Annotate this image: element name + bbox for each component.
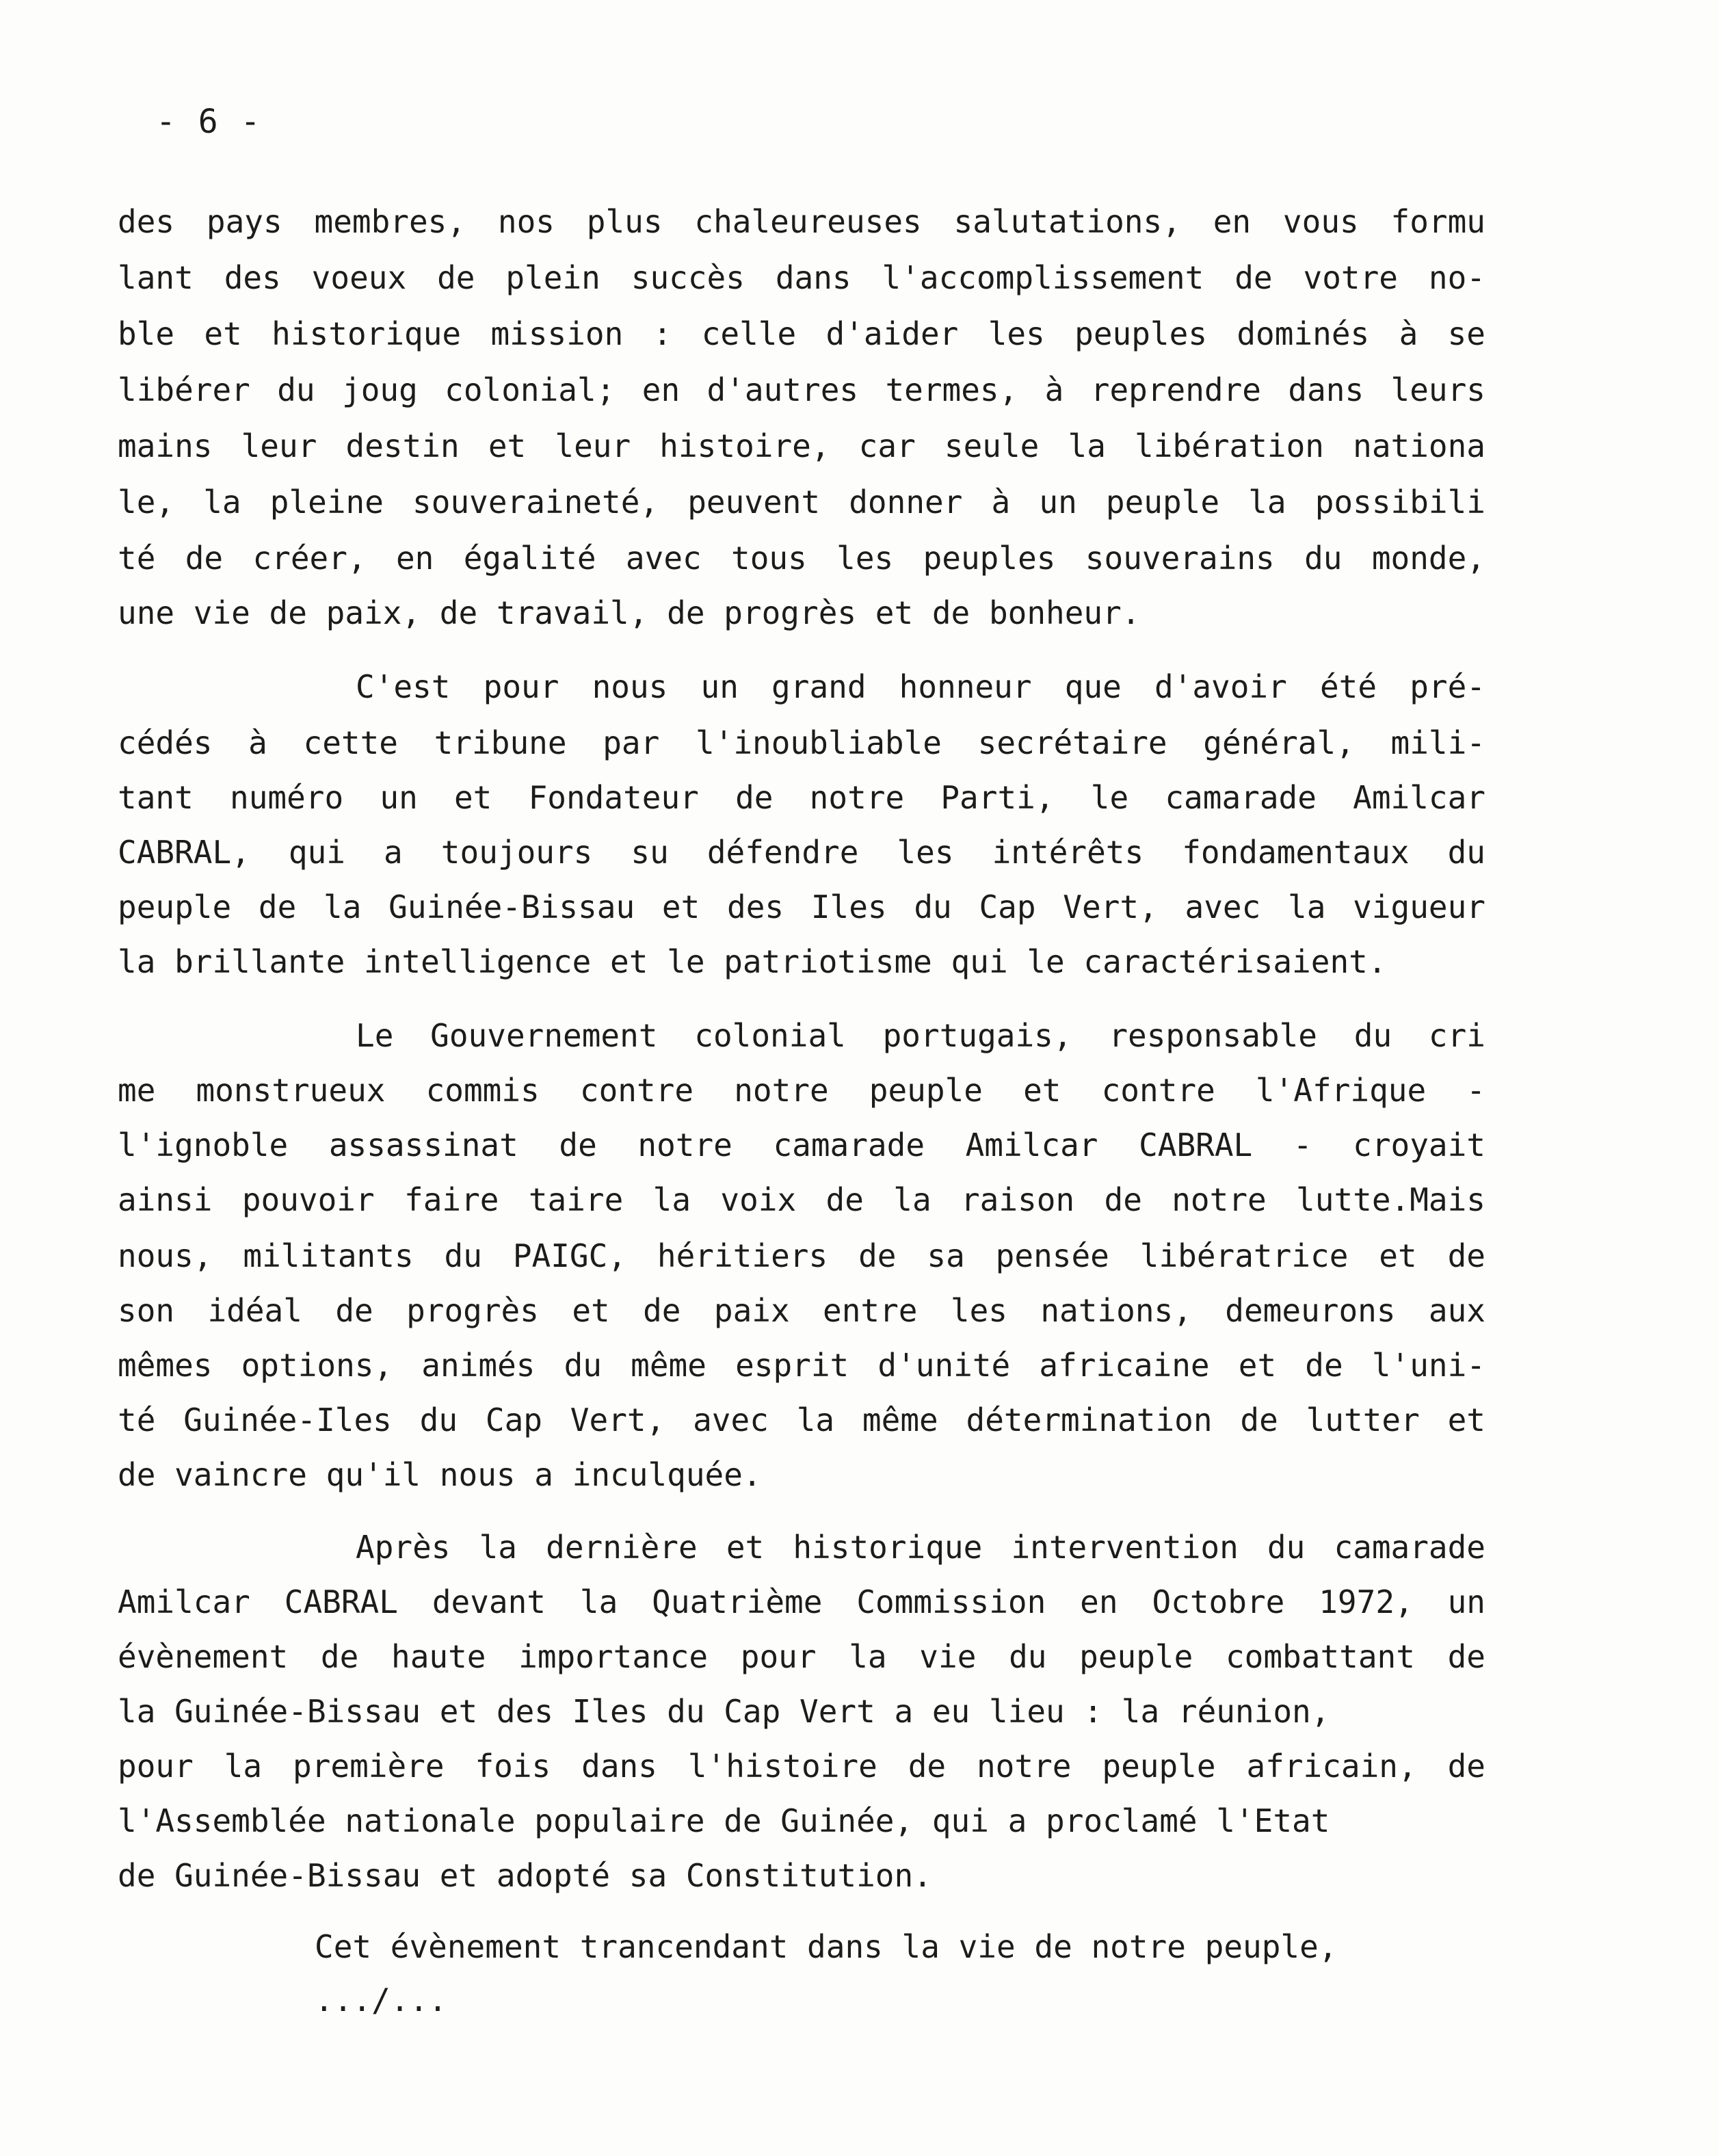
text-line: Amilcar CABRAL devant la Quatrième Commission en Octobre 1972, un [118,1583,1485,1620]
text-line: nous, militants du PAIGC, héritiers de sa pensée libératrice et de [118,1237,1485,1274]
text-line: libérer du joug colonial; en d'autres termes, à reprendre dans leurs [118,371,1485,408]
text-line: ainsi pouvoir faire taire la voix de la raison de notre lutte.Mais [118,1181,1485,1218]
text-line: de Guinée-Bissau et adopté sa Constitution. [118,1857,932,1894]
text-line: une vie de paix, de travail, de progrès et de bonheur. [118,594,1141,631]
text-line: évènement de haute importance pour la vie du peuple combattant de [118,1638,1485,1675]
text-line: té de créer, en égalité avec tous les peuples souverains du monde, [118,540,1485,577]
continuation-mark: .../... [315,1982,447,2019]
text-line: la Guinée-Bissau et des Iles du Cap Vert a eu lieu : la réunion, [118,1693,1330,1730]
text-line: ble et historique mission : celle d'aider les peuples dominés à se [118,315,1485,352]
text-line: l'Assemblée nationale populaire de Guinée, qui a proclamé l'Etat [118,1802,1330,1839]
text-line: de vaincre qu'il nous a inculquée. [118,1456,762,1493]
text-line: le, la pleine souveraineté, peuvent donner à un peuple la possibili [118,484,1485,521]
text-line: Après la dernière et historique intervention du camarade [356,1529,1485,1566]
text-line: la brillante intelligence et le patriotisme qui le caractérisaient. [118,943,1387,980]
text-line: tant numéro un et Fondateur de notre Parti, le camarade Amilcar [118,779,1485,816]
text-line: des pays membres, nos plus chaleureuses salutations, en vous formu [118,203,1485,240]
text-line: té Guinée-Iles du Cap Vert, avec la même détermination de lutter et [118,1402,1485,1438]
text-line: peuple de la Guinée-Bissau et des Iles du Cap Vert, avec la vigueur [118,889,1485,925]
text-line: Le Gouvernement colonial portugais, responsable du cri [356,1017,1485,1054]
text-line: son idéal de progrès et de paix entre les nations, demeurons aux [118,1292,1485,1329]
text-line: Cet évènement trancendant dans la vie de notre peuple, [315,1928,1338,1965]
text-line: C'est pour nous un grand honneur que d'avoir été pré- [356,668,1485,705]
text-line: CABRAL, qui a toujours su défendre les intérêts fondamentaux du [118,834,1485,871]
text-line: l'ignoble assassinat de notre camarade Amilcar CABRAL - croyait [118,1127,1485,1164]
text-line: cédés à cette tribune par l'inoubliable secrétaire général, mili- [118,724,1485,761]
text-line: me monstrueux commis contre notre peuple et contre l'Afrique - [118,1072,1485,1109]
text-line: mains leur destin et leur histoire, car seule la libération nationa [118,428,1485,464]
text-line: pour la première fois dans l'histoire de notre peuple africain, de [118,1748,1485,1785]
text-line: mêmes options, animés du même esprit d'unité africaine et de l'uni- [118,1347,1485,1384]
page-number: - 6 - [156,103,262,141]
text-line: lant des voeux de plein succès dans l'accomplissement de votre no- [118,259,1485,296]
